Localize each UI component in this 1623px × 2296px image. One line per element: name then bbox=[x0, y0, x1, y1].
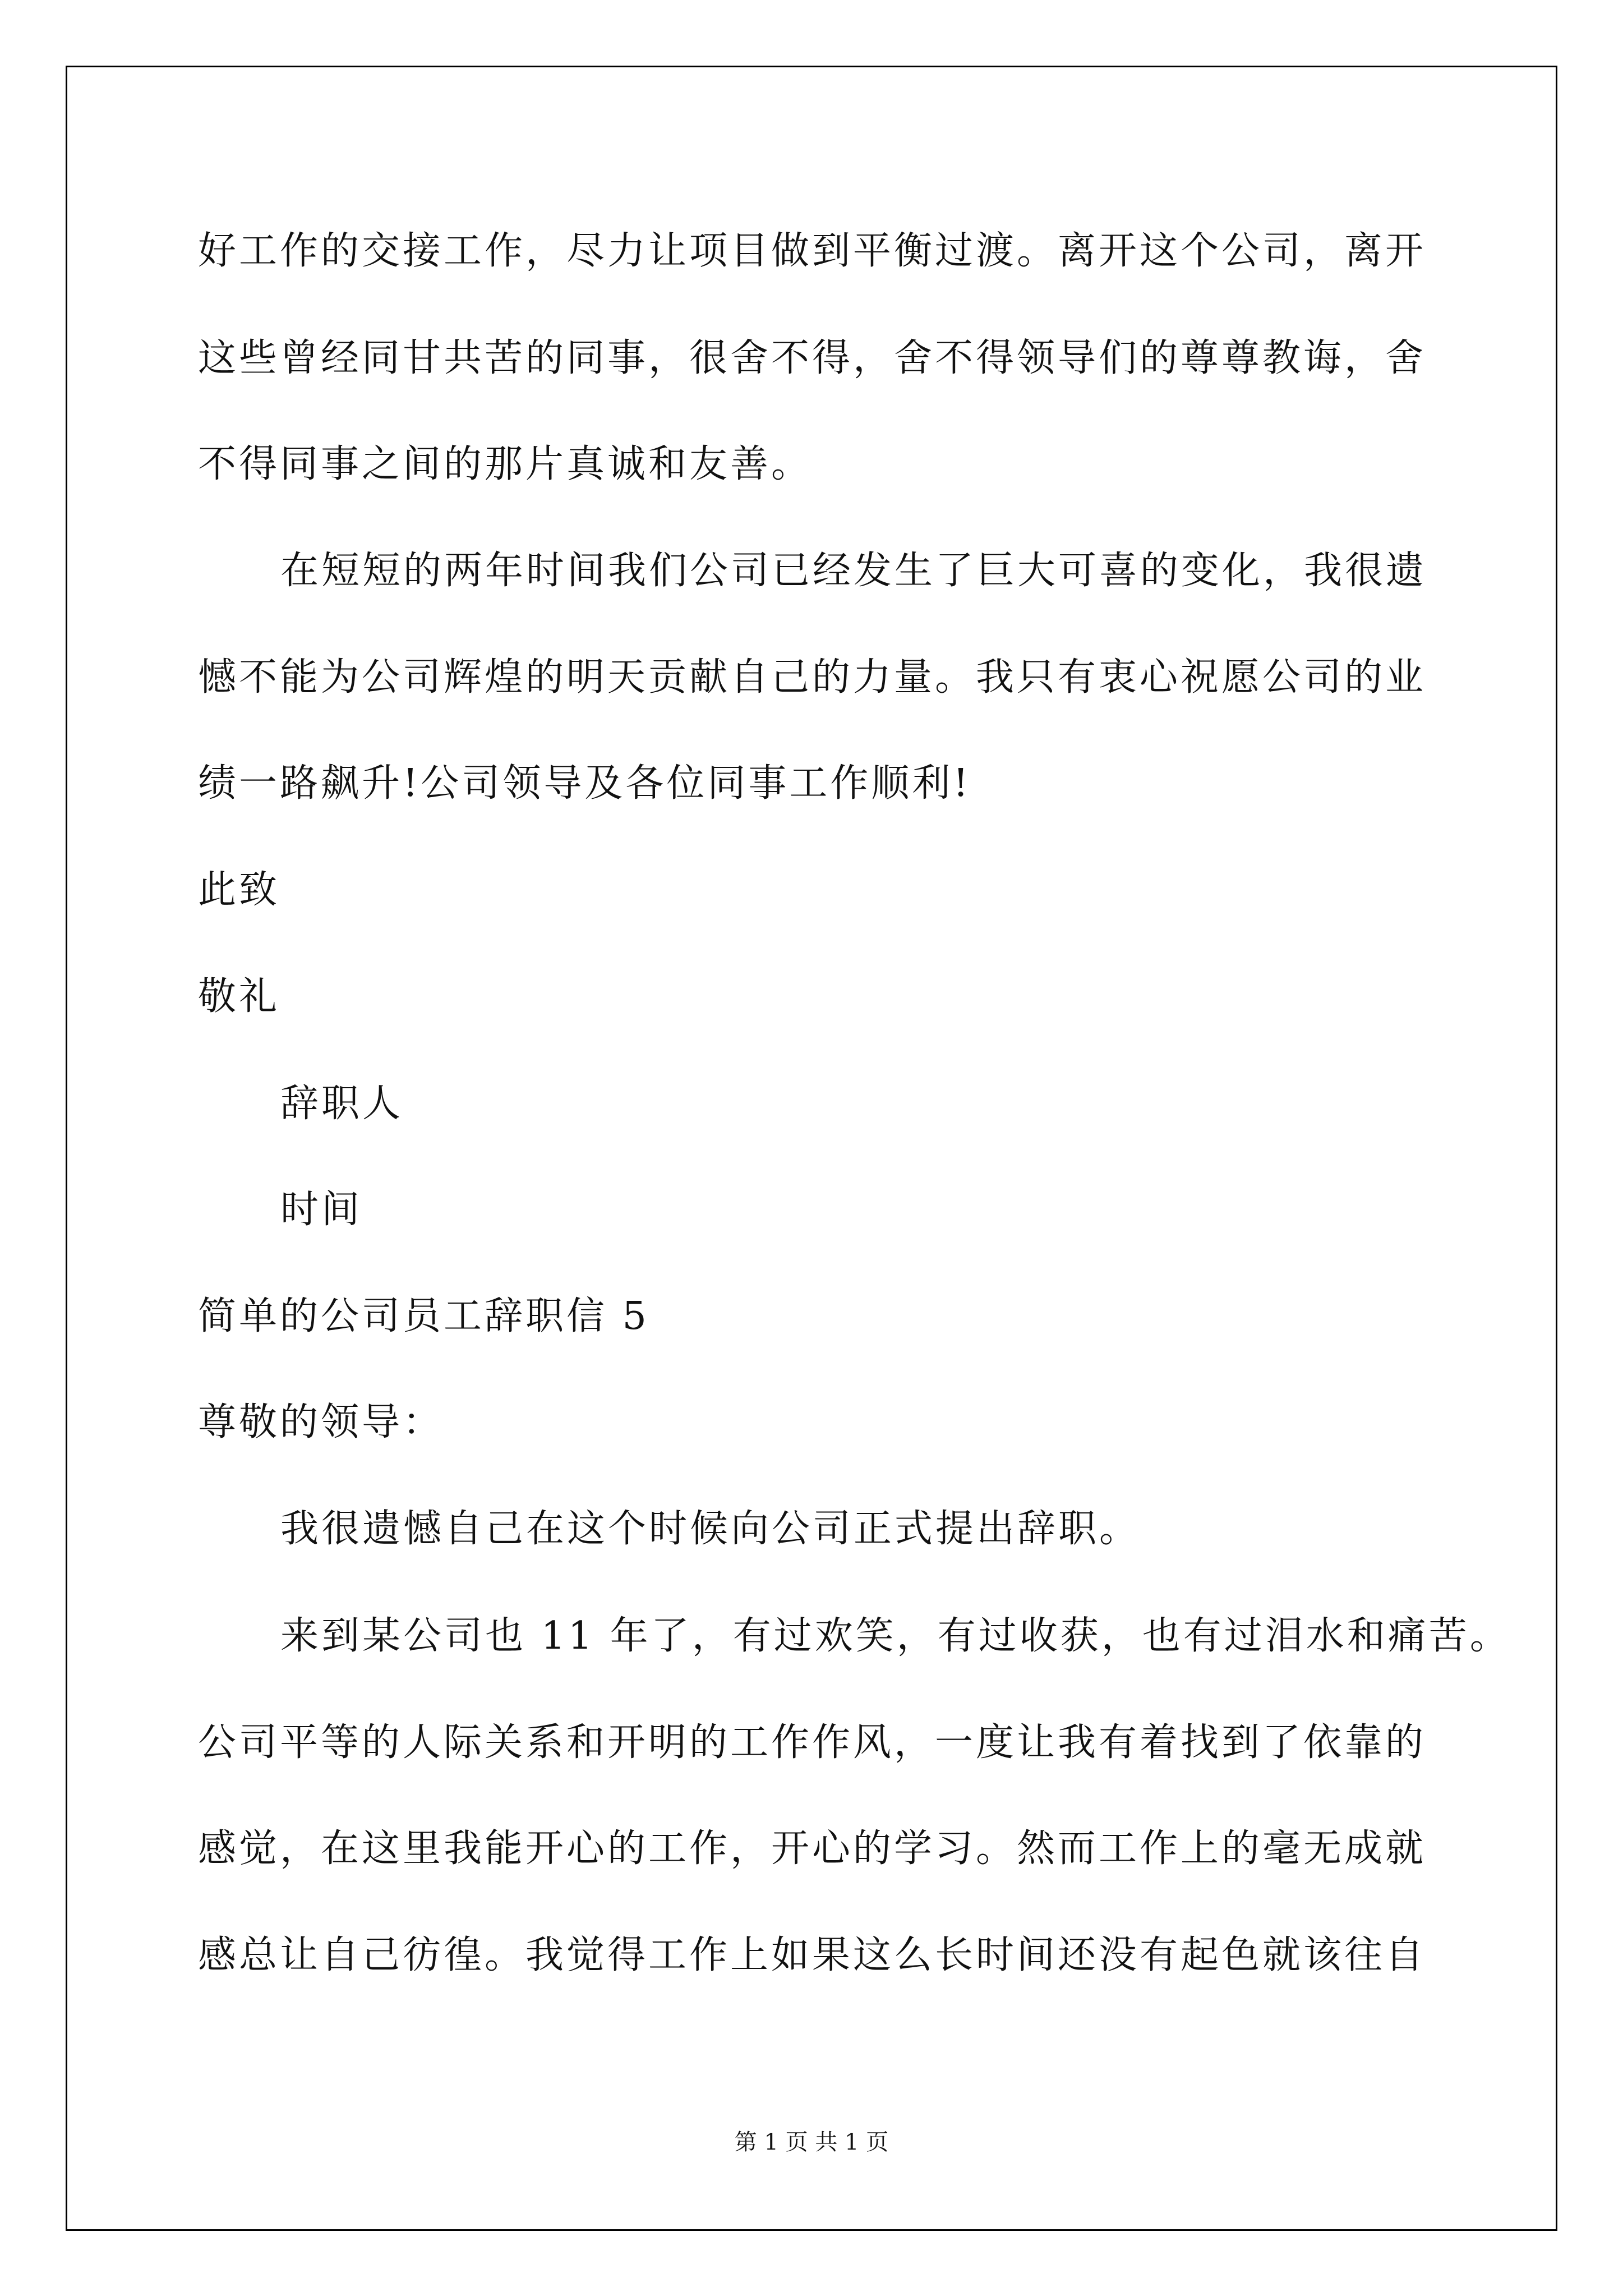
closing-line: 此致 bbox=[198, 868, 280, 912]
page-footer: 第 1 页 共 1 页 bbox=[734, 2129, 889, 2155]
salutation-line: 敬礼 bbox=[198, 974, 280, 1019]
paragraph-line: 憾不能为公司辉煌的明天贡献自己的力量。我只有衷心祝愿公司的业 bbox=[198, 655, 1427, 700]
paragraph-line: 感总让自己彷徨。我觉得工作上如果这么长时间还没有起色就该往自 bbox=[198, 1933, 1427, 1977]
paragraph-line: 感觉，在这里我能开心的工作，开心的学习。然而工作上的毫无成就 bbox=[198, 1826, 1427, 1871]
paragraph-line: 这些曾经同甘共苦的同事，很舍不得，舍不得领导们的尊尊教诲，舍 bbox=[198, 336, 1427, 380]
paragraph-line: 来到某公司也 11 年了，有过欢笑，有过收获，也有过泪水和痛苦。 bbox=[280, 1614, 1511, 1658]
document-page bbox=[66, 66, 1557, 2231]
paragraph-line: 好工作的交接工作，尽力让项目做到平衡过渡。离开这个公司，离开 bbox=[198, 229, 1427, 273]
date-label: 时间 bbox=[280, 1188, 363, 1232]
paragraph-line: 绩一路飙升!公司领导及各位同事工作顺利! bbox=[198, 761, 971, 806]
greeting-line: 尊敬的领导： bbox=[198, 1400, 444, 1444]
paragraph-line: 不得同事之间的那片真诚和友善。 bbox=[198, 442, 813, 486]
section-title: 简单的公司员工辞职信 5 bbox=[198, 1294, 649, 1338]
signature-label: 辞职人 bbox=[280, 1082, 404, 1126]
paragraph-line: 我很遗憾自己在这个时候向公司正式提出辞职。 bbox=[280, 1507, 1141, 1551]
paragraph-line: 在短短的两年时间我们公司已经发生了巨大可喜的变化，我很遗 bbox=[280, 549, 1427, 593]
paragraph-line: 公司平等的人际关系和开明的工作作风，一度让我有着找到了依靠的 bbox=[198, 1720, 1427, 1765]
